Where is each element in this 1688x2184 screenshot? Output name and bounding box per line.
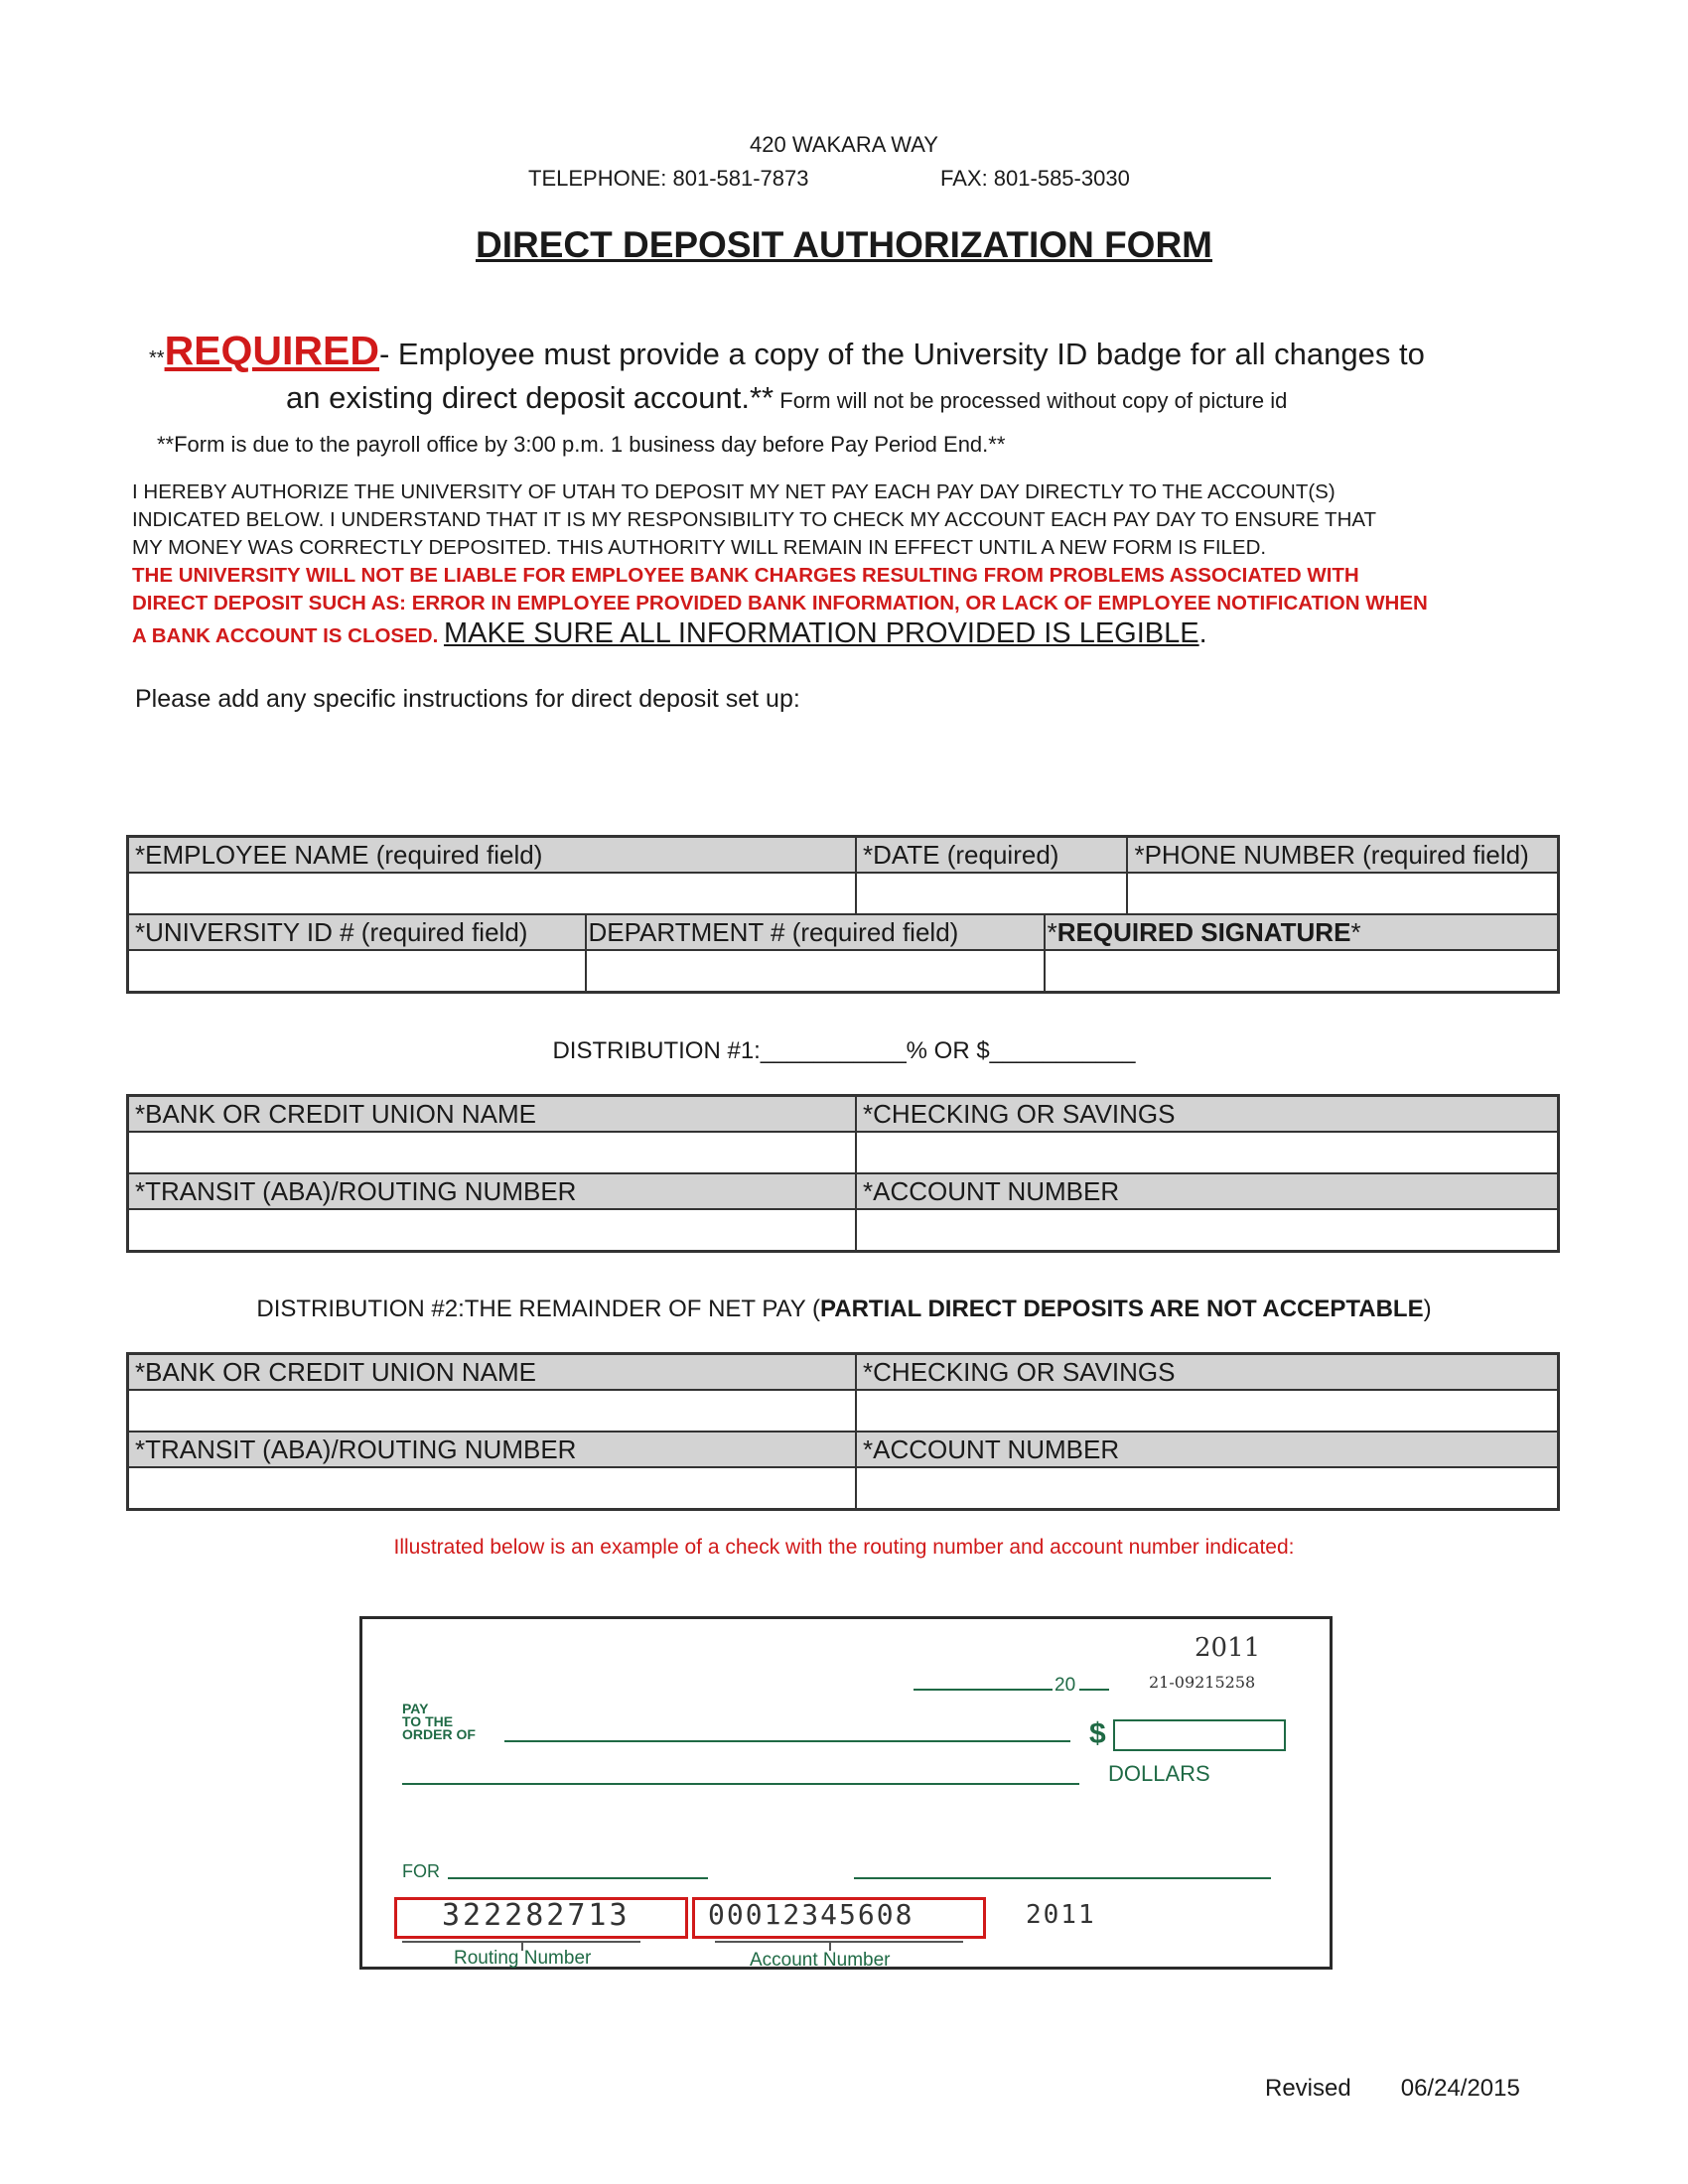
amount-box — [1113, 1719, 1286, 1751]
signature-label: REQUIRED SIGNATURE — [1056, 916, 1351, 947]
checking-savings-field[interactable] — [856, 1390, 1558, 1432]
checking-savings-field[interactable] — [856, 1132, 1558, 1173]
date-field[interactable] — [856, 873, 1127, 914]
routing-number-header: *TRANSIT (ABA)/ROUTING NUMBER — [128, 1173, 857, 1209]
authorization-line-1: I HEREBY AUTHORIZE THE UNIVERSITY OF UTAH TO DEPOSIT MY NET PAY EACH PAY DAY DIRECTLY TO THE ACCOUNT(S) — [132, 480, 1336, 503]
required-text-1: - Employee must provide a copy of the University ID badge for all changes to — [379, 337, 1425, 371]
phone-field[interactable] — [1127, 873, 1558, 914]
department-header: DEPARTMENT # (required field) — [586, 914, 1045, 950]
account-digits: 00012345608 — [708, 1898, 914, 1931]
check-number: 2011 — [1195, 1633, 1261, 1663]
routing-label: Routing Number — [454, 1948, 592, 1969]
required-prefix: ** — [149, 347, 165, 369]
revised-date: 06/24/2015 — [1400, 2075, 1520, 2102]
signature-star-right: * — [1350, 916, 1361, 947]
required-notice-2 — [286, 380, 1287, 416]
bank-name-header: *BANK OR CREDIT UNION NAME — [128, 1354, 857, 1391]
university-id-header: *UNIVERSITY ID # (required field) — [128, 914, 586, 950]
employee-name-field[interactable] — [128, 873, 856, 914]
check-illustration — [359, 1616, 1333, 1970]
liability-line-1: THE UNIVERSITY WILL NOT BE LIABLE FOR EMPLOYEE BANK CHARGES RESULTING FROM PROBLEMS ASSOCIATED WITH — [132, 564, 1359, 587]
account-number-header: *ACCOUNT NUMBER — [856, 1173, 1558, 1209]
account-number-field[interactable] — [856, 1209, 1558, 1252]
required-notice — [149, 328, 1425, 374]
fax-line: FAX: 801-585-3030 — [940, 166, 1130, 191]
authorization-line-3: MY MONEY WAS CORRECTLY DEPOSITED. THIS AUTHORITY WILL REMAIN IN EFFECT UNTIL A NEW FORM IS FILED. — [132, 536, 1267, 559]
required-text-small: Form will not be processed without copy of picture id — [774, 388, 1288, 413]
dollars-label: DOLLARS — [1108, 1761, 1210, 1786]
revised-label: Revised — [1265, 2075, 1351, 2102]
date-prefix: 20 — [1055, 1675, 1076, 1696]
signature-line — [854, 1877, 1271, 1879]
signature-header — [1045, 914, 1559, 950]
due-notice: **Form is due to the payroll office by 3:00 p.m. 1 business day before Pay Period End.** — [157, 432, 1006, 457]
bank-name-field[interactable] — [128, 1390, 857, 1432]
pay-line-2: TO THE — [402, 1713, 454, 1729]
address-line: 420 WAKARA WAY — [750, 132, 938, 157]
routing-number-header: *TRANSIT (ABA)/ROUTING NUMBER — [128, 1432, 857, 1467]
distribution-2-line — [0, 1296, 1688, 1323]
liability-line-3: A BANK ACCOUNT IS CLOSED. — [132, 624, 439, 647]
required-keyword: REQUIRED — [164, 328, 379, 373]
revision-stamp — [1265, 2075, 1520, 2103]
telephone-line: TELEPHONE: 801-581-7873 — [528, 166, 809, 191]
distribution-2-bold: PARTIAL DIRECT DEPOSITS ARE NOT ACCEPTABLE — [820, 1296, 1424, 1322]
university-id-field[interactable] — [128, 950, 586, 993]
memo-label: FOR — [402, 1861, 440, 1881]
bank-name-field[interactable] — [128, 1132, 857, 1173]
checking-savings-header: *CHECKING OR SAVINGS — [856, 1096, 1558, 1133]
date-header: *DATE (required) — [856, 837, 1127, 874]
pay-line-1: PAY — [402, 1701, 429, 1716]
pay-line-3: ORDER OF — [402, 1726, 476, 1742]
liability-line-2: DIRECT DEPOSIT SUCH AS: ERROR IN EMPLOYEE PROVIDED BANK INFORMATION, OR LACK OF EMPLOYEE NOTIFICATION WHEN — [132, 592, 1428, 614]
account-number-header: *ACCOUNT NUMBER — [856, 1432, 1558, 1467]
fraction-code: 21-09215258 — [1149, 1673, 1256, 1692]
instructions-label: Please add any specific instructions for direct deposit set up: — [135, 685, 800, 713]
required-text-2: an existing direct deposit account.** — [286, 380, 774, 415]
legible-warning: MAKE SURE ALL INFORMATION PROVIDED IS LEGIBLE — [443, 617, 1199, 649]
memo-line — [448, 1877, 708, 1879]
bank-name-header: *BANK OR CREDIT UNION NAME — [128, 1096, 857, 1133]
payee-line — [504, 1740, 1070, 1742]
page-title: DIRECT DEPOSIT AUTHORIZATION FORM — [475, 224, 1213, 265]
date-line — [914, 1689, 1053, 1691]
phone-header: *PHONE NUMBER (required field) — [1127, 837, 1558, 874]
pay-to-label — [402, 1703, 476, 1741]
check-example-note: Illustrated below is an example of a check with the routing number and account number indicated: — [393, 1536, 1295, 1559]
account-number-field[interactable] — [856, 1467, 1558, 1510]
employee-info-table — [126, 835, 1560, 994]
account-label: Account Number — [750, 1950, 891, 1971]
distribution-2-text: DISTRIBUTION #2:THE REMAINDER OF NET PAY ( — [256, 1296, 821, 1322]
checking-savings-header: *CHECKING OR SAVINGS — [856, 1354, 1558, 1391]
distribution-2-close: ) — [1423, 1296, 1432, 1322]
check-digits: 2011 — [1026, 1900, 1096, 1930]
dollar-sign: $ — [1089, 1717, 1106, 1750]
legible-period: . — [1198, 617, 1207, 649]
written-amount-line — [402, 1783, 1079, 1785]
date-line-end — [1079, 1689, 1109, 1691]
account-bracket — [715, 1941, 963, 1943]
signature-star-left: * — [1047, 916, 1057, 947]
employee-name-header: *EMPLOYEE NAME (required field) — [128, 837, 856, 874]
authorization-paragraph — [132, 478, 1582, 650]
authorization-line-2: INDICATED BELOW. I UNDERSTAND THAT IT IS MY RESPONSIBILITY TO CHECK MY ACCOUNT EACH PAY DAY TO ENSURE THAT — [132, 508, 1377, 531]
department-field[interactable] — [586, 950, 1045, 993]
routing-number-field[interactable] — [128, 1209, 857, 1252]
signature-field[interactable] — [1045, 950, 1559, 993]
distribution-1-line: DISTRIBUTION #1:___________% OR $___________ — [552, 1037, 1136, 1064]
distribution-2-table — [126, 1352, 1560, 1511]
routing-number-field[interactable] — [128, 1467, 857, 1510]
routing-digits: 322282713 — [442, 1898, 631, 1933]
distribution-1-table — [126, 1094, 1560, 1253]
